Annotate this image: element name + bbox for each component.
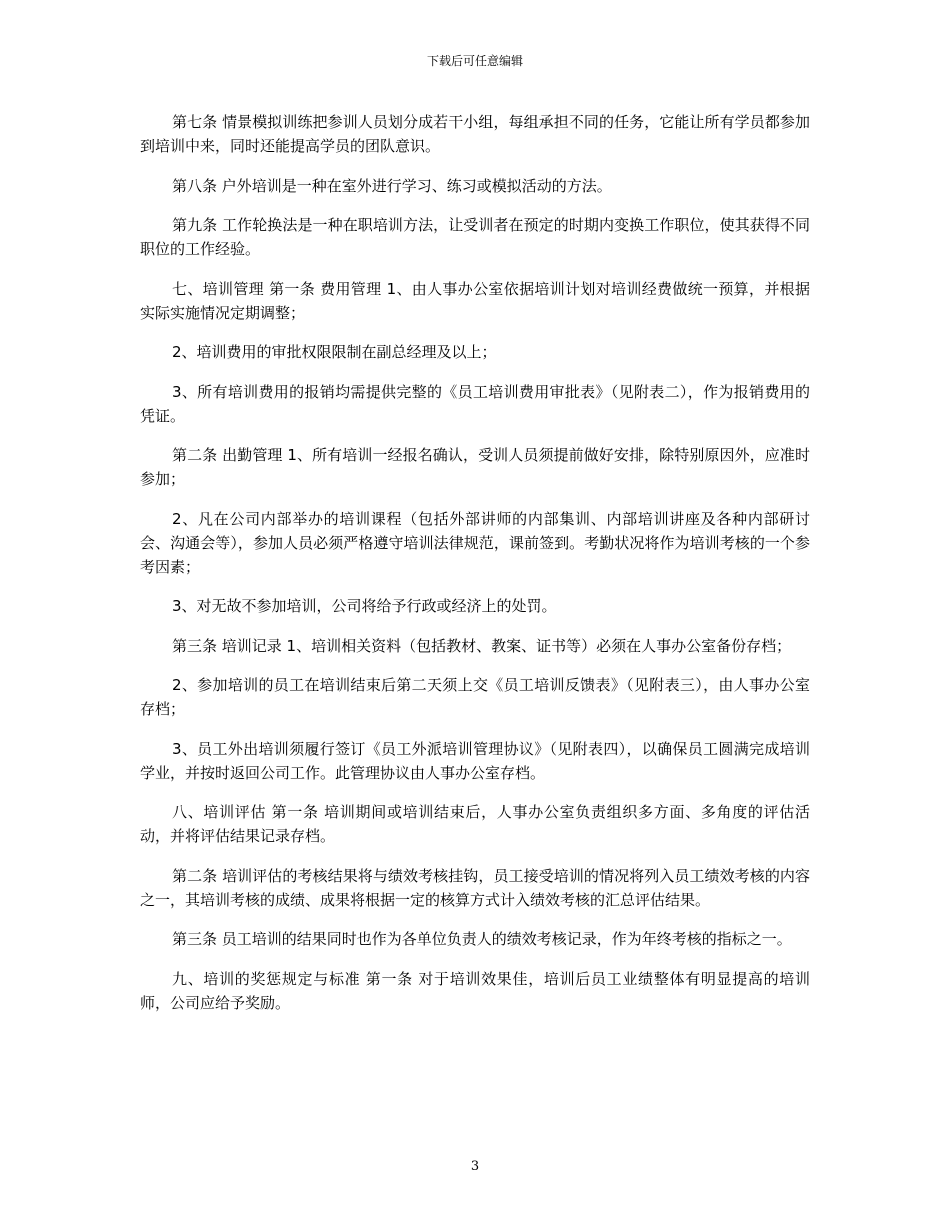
paragraph-section-7-cost-management: 七、培训管理 第一条 费用管理 1、由人事办公室依据培训计划对培训经费做统一预算，并根据实际实施情况定期调整； — [140, 279, 810, 322]
page-header-note: 下载后可任意编辑 — [426, 54, 523, 68]
paragraph-cost-approval: 2、培训费用的审批权限限制在副总经理及以上； — [172, 343, 497, 361]
paragraph-evaluation-performance-link: 第二条 培训评估的考核结果将与绩效考核挂钩，员工接受培训的情况将列入员工绩效考核的内容之一，其培训考核的成绩、成果将根据一定的核算方式计入绩效考核的汇总评估结果。 — [140, 866, 810, 909]
paragraph-article-8: 第八条 户外培训是一种在室外进行学习、练习或模拟活动的方法。 — [172, 176, 612, 195]
paragraph-section-9-rewards: 九、培训的奖惩规定与标准 第一条 对于培训效果佳，培训后员工业绩整体有明显提高的培训师，公司应给予奖励。 — [140, 969, 810, 1012]
paragraph-section-8-evaluation: 八、培训评估 第一条 培训期间或培训结束后，人事办公室负责组织多方面、多角度的评估活动，并将评估结果记录存档。 — [140, 803, 810, 845]
paragraph-article-7: 第七条 情景模拟训练把参训人员划分成若干小组，每组承担不同的任务，它能让所有学员都参加到培训中来，同时还能提高学员的团队意识。 — [140, 113, 810, 155]
paragraph-cost-reimbursement: 3、所有培训费用的报销均需提供完整的《员工培训费用审批表》（见附表二），作为报销费用的凭证。 — [140, 382, 810, 425]
paragraph-article-9: 第九条 工作轮换法是一种在职培训方法，让受训者在预定的时期内变换工作职位，使其获得不同职位的工作经验。 — [140, 216, 810, 258]
page-number: 3 — [470, 1159, 480, 1174]
paragraph-internal-courses: 2、凡在公司内部举办的培训课程（包括外部讲师的内部集训、内部培训讲座及各种内部研讨会、沟通会等），参加人员必须严格遵守培训法律规范，课前签到。考勤状况将作为培训考核的一个参考因素； — [140, 509, 810, 576]
paragraph-feedback-form: 2、参加培训的员工在培训结束后第二天须上交《员工培训反馈表》（见附表三），由人事办公室存档； — [140, 676, 810, 718]
paragraph-absence-penalty: 3、对无故不参加培训，公司将给予行政或经济上的处罚。 — [172, 597, 557, 615]
paragraph-evaluation-annual-review: 第三条 员工培训的结果同时也作为各单位负责人的绩效考核记录，作为年终考核的指标之一。 — [172, 930, 792, 948]
paragraph-training-records: 第三条 培训记录 1、培训相关资料（包括教材、教案、证书等）必须在人事办公室备份存档； — [172, 636, 792, 655]
document-body — [140, 110, 810, 1030]
paragraph-attendance-management: 第二条 出勤管理 1、所有培训一经报名确认，受训人员须提前做好安排，除特别原因外，应准时参加； — [140, 446, 810, 488]
paragraph-external-training-agreement: 3、员工外出培训须履行签订《员工外派培训管理协议》（见附表四），以确保员工圆满完成培训学业，并按时返回公司工作。此管理协议由人事办公室存档。 — [140, 739, 810, 782]
